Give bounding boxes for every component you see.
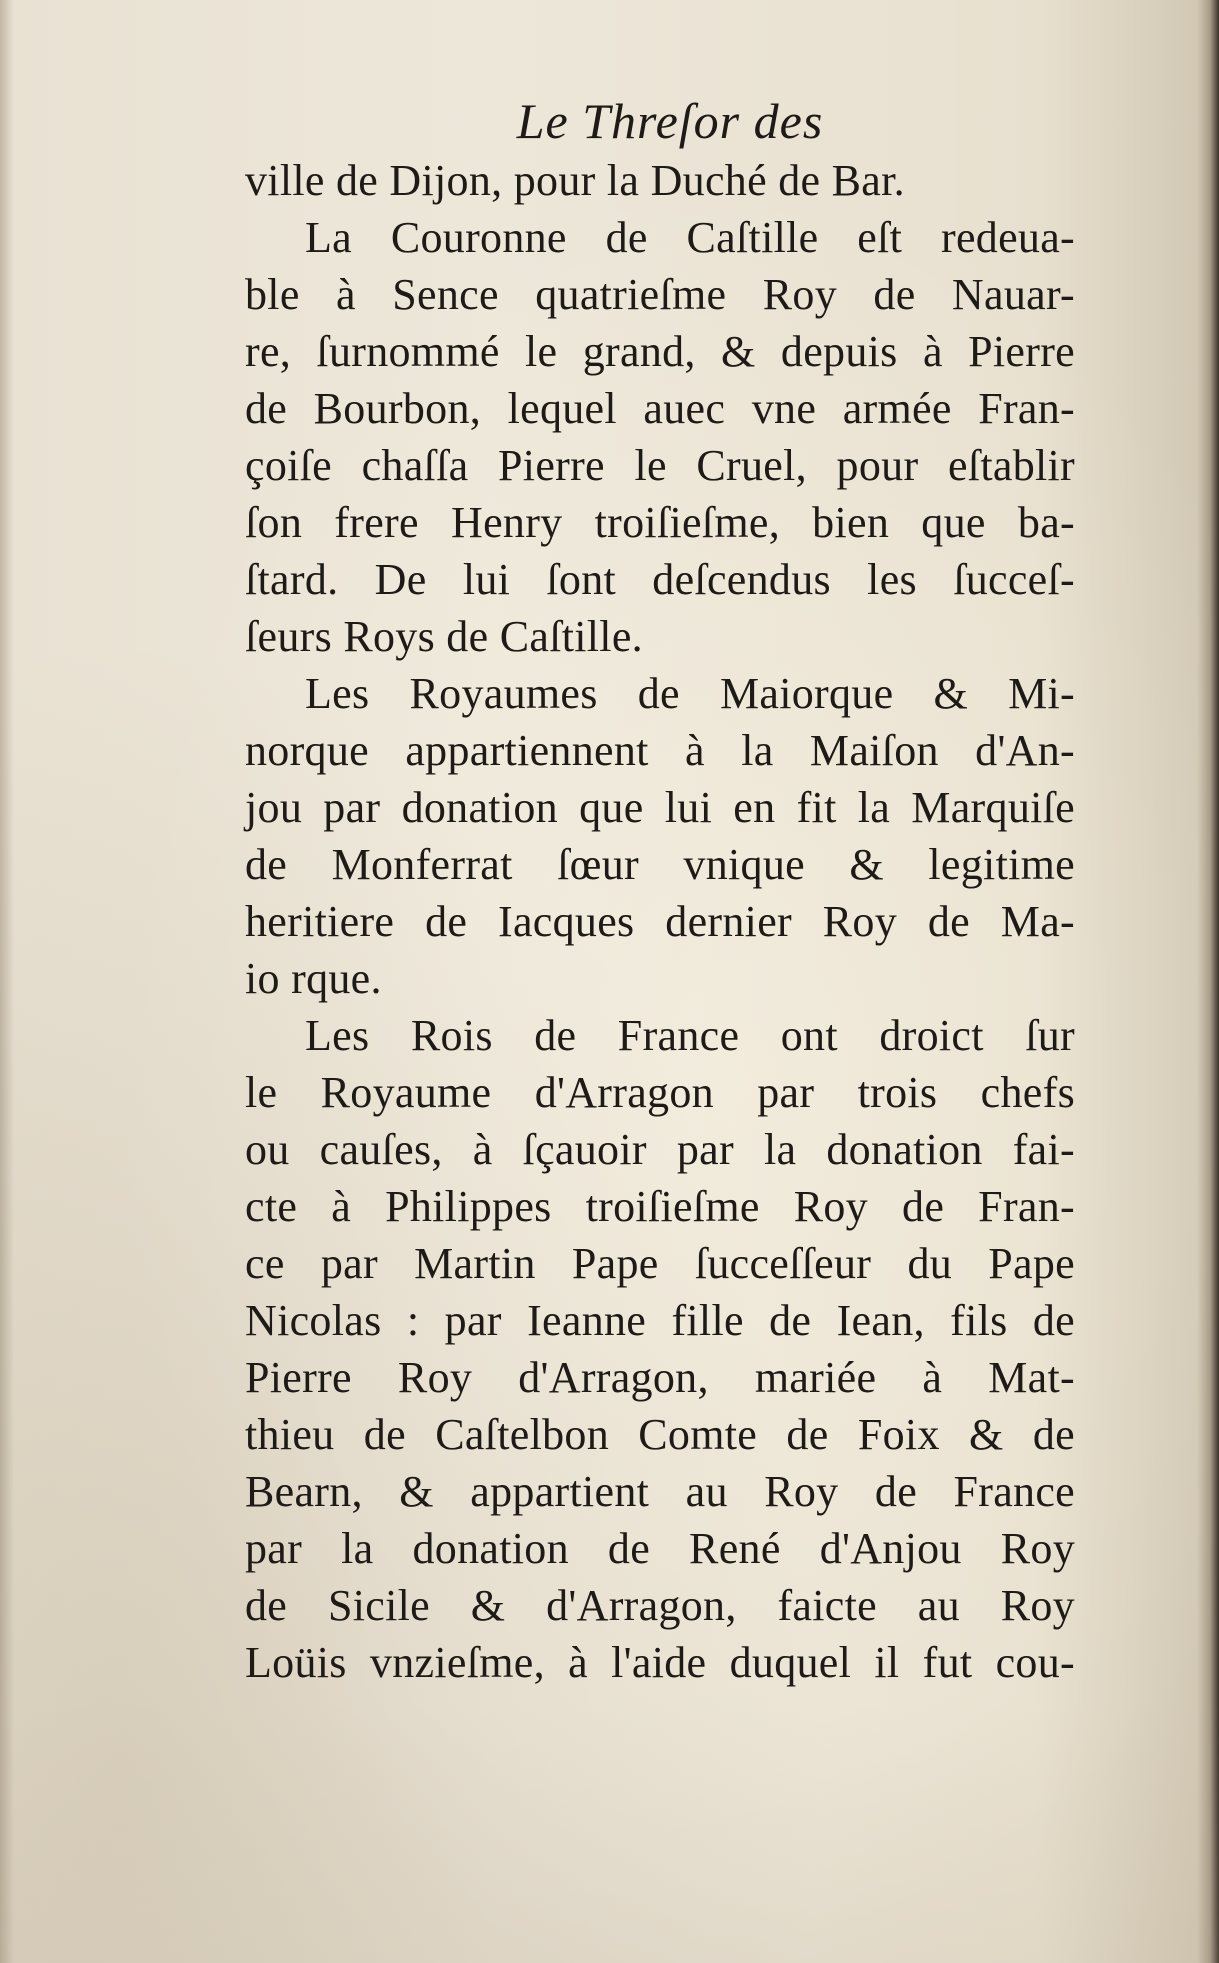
page-bottom-tone [0, 1703, 1219, 1963]
text-line: ſtard. De lui ſont deſcendus les ſucceſ- [245, 555, 1075, 604]
text-line: par la donation de René d'Anjou Roy [245, 1524, 1075, 1573]
text-line: Nicolas : par Ieanne fille de Iean, fils de [245, 1296, 1075, 1345]
text-line: ville de Dijon, pour la Duché de Bar. [245, 156, 905, 205]
text-line: cte à Philippes troiſieſme Roy de Fran- [245, 1182, 1075, 1231]
text-block [245, 90, 1075, 1691]
page-right-edge-binding [1197, 0, 1219, 1963]
text-line: de Bourbon, lequel auec vne armée Fran- [245, 384, 1075, 433]
body-text [245, 152, 1075, 1691]
text-line: le Royaume d'Arragon par trois chefs [245, 1068, 1075, 1117]
text-line: La Couronne de Caſtille eſt redeua- [305, 213, 1075, 262]
text-line: jou par donation que lui en fit la Marquiſe [245, 783, 1075, 832]
text-line: Les Royaumes de Maiorque & Mi- [305, 669, 1075, 718]
running-head: Le Threſor des [516, 93, 824, 149]
text-line: Loüis vnzieſme, à l'aide duquel il fut cou- [245, 1638, 1075, 1687]
text-line: ſon frere Henry troiſieſme, bien que ba- [245, 498, 1075, 547]
text-line: Bearn, & appartient au Roy de France [245, 1467, 1075, 1516]
text-line: io rque. [245, 954, 382, 1003]
text-line: ou cauſes, à ſçauoir par la donation fai- [245, 1125, 1075, 1174]
text-line: norque appartiennent à la Maiſon d'An- [245, 726, 1075, 775]
text-line: çoiſe chaſſa Pierre le Cruel, pour eſtablir [245, 441, 1075, 490]
text-line: re, ſurnommé le grand, & depuis à Pierre [245, 327, 1075, 376]
text-line: Les Rois de France ont droict ſur [305, 1011, 1075, 1060]
text-line: heritiere de Iacques dernier Roy de Ma- [245, 897, 1075, 946]
text-line: ſeurs Roys de Caſtille. [245, 612, 643, 661]
text-line: ce par Martin Pape ſucceſſeur du Pape [245, 1239, 1075, 1288]
text-line: ble à Sence quatrieſme Roy de Nauar- [245, 270, 1075, 319]
page-left-edge-shadow [0, 0, 14, 1963]
text-line: Pierre Roy d'Arragon, mariée à Mat- [245, 1353, 1075, 1402]
text-line: de Monferrat ſœur vnique & legitime [245, 840, 1075, 889]
text-line: de Sicile & d'Arragon, faicte au Roy [245, 1581, 1075, 1630]
text-line: thieu de Caſtelbon Comte de Foix & de [245, 1410, 1075, 1459]
